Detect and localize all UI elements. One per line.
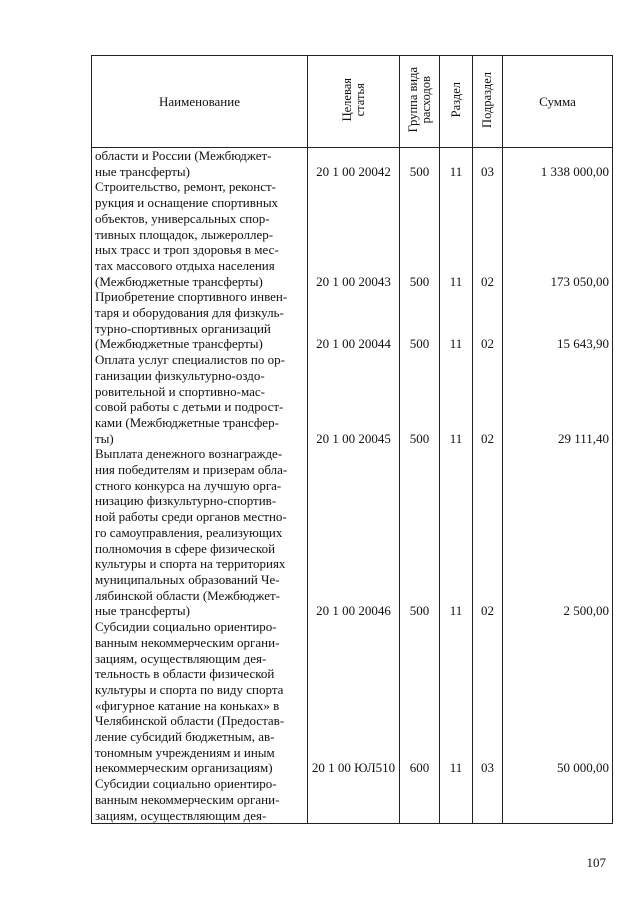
row-name-line: ровительной и спортивно-мас- xyxy=(95,383,265,399)
row-sum xyxy=(503,776,613,824)
row-subsection: 02 xyxy=(473,289,503,352)
row-name-line: ния победителям и призерам обла- xyxy=(95,462,288,478)
row-subsection: 03 xyxy=(473,619,503,776)
row-name-line: «фигурное катание на коньках» в xyxy=(95,697,280,713)
row-name-line: культуры и спорта по виду спорта xyxy=(95,681,284,697)
row-name-line: области и России (Межбюджет- xyxy=(95,148,272,163)
row-expense-group: 500 xyxy=(400,148,440,180)
row-target-article: 20 1 00 20042 xyxy=(308,148,400,180)
row-name-line: ные трансферты) xyxy=(95,603,190,619)
row-name-line: го самоуправления, реализующих xyxy=(95,524,283,540)
row-name-line: Субсидии социально ориентиро- xyxy=(95,619,277,635)
header-section: Раздел xyxy=(440,56,473,148)
table-row xyxy=(92,619,613,776)
row-name-cell xyxy=(92,289,308,352)
row-name-cell xyxy=(92,776,308,824)
row-name-line: некоммерческим организациям) xyxy=(95,760,273,776)
row-subsection: 03 xyxy=(473,148,503,180)
row-name-line: ной работы среди органов местно- xyxy=(95,509,287,525)
header-name: Наименование xyxy=(92,56,308,148)
row-name-line: Строительство, ремонт, реконст- xyxy=(95,179,276,195)
row-subsection: 02 xyxy=(473,446,503,619)
page-number: 107 xyxy=(586,855,606,870)
row-name-line: таря и оборудования для физкуль- xyxy=(95,305,284,321)
row-name-line: Приобретение спортивного инвен- xyxy=(95,289,288,305)
row-section xyxy=(440,776,473,824)
table-row xyxy=(92,179,613,289)
row-name-line: тивных площадок, лыжероллер- xyxy=(95,226,274,242)
header-expense-group: Группа вида расходов xyxy=(400,56,440,148)
row-name-cell xyxy=(92,148,308,180)
row-subsection xyxy=(473,776,503,824)
header-target-article: Целевая статья xyxy=(308,56,400,148)
budget-table xyxy=(91,55,613,824)
row-name-line: ты) xyxy=(95,430,114,446)
header-subsection: Подраздел xyxy=(473,56,503,148)
row-name-line: ванным некоммерческим органи- xyxy=(95,634,280,650)
row-section: 11 xyxy=(440,179,473,289)
row-name-line: лябинской области (Межбюджет- xyxy=(95,587,281,603)
row-expense-group xyxy=(400,776,440,824)
row-name-line: низацию физкультурно-спортив- xyxy=(95,493,277,509)
table-row xyxy=(92,776,613,824)
row-name-line: ванным некоммерческим органи- xyxy=(95,791,280,807)
row-expense-group: 500 xyxy=(400,179,440,289)
row-name-cell xyxy=(92,179,308,289)
row-name-cell xyxy=(92,352,308,446)
table-row xyxy=(92,148,613,180)
row-name-line: ных трасс и троп здоровья в мес- xyxy=(95,242,279,258)
row-target-article: 20 1 00 20046 xyxy=(308,446,400,619)
row-target-article xyxy=(308,776,400,824)
row-name-line: зациям, осуществляющим дея- xyxy=(95,807,267,823)
table-header-row xyxy=(92,56,613,148)
row-target-article: 20 1 00 ЮЛ510 xyxy=(308,619,400,776)
row-target-article: 20 1 00 20043 xyxy=(308,179,400,289)
row-sum: 1 338 000,00 xyxy=(503,148,613,180)
row-name-line: ганизации физкультурно-оздо- xyxy=(95,367,265,383)
row-name-line: тах массового отдыха населения xyxy=(95,257,275,273)
row-sum: 15 643,90 xyxy=(503,289,613,352)
row-name-line: ление субсидий бюджетным, ав- xyxy=(95,729,275,745)
row-name-line: ками (Межбюджетные трансфер- xyxy=(95,414,279,430)
row-name-line: Челябинской области (Предостав- xyxy=(95,713,285,729)
row-name-line: муниципальных образований Че- xyxy=(95,571,280,587)
row-name-line: турно-спортивных организаций xyxy=(95,320,271,336)
row-sum: 173 050,00 xyxy=(503,179,613,289)
row-expense-group: 500 xyxy=(400,352,440,446)
row-name-line: совой работы с детьми и подрост- xyxy=(95,399,284,415)
row-name-line: культуры и спорта на территориях xyxy=(95,556,286,572)
row-section: 11 xyxy=(440,352,473,446)
row-name-cell xyxy=(92,446,308,619)
row-subsection: 02 xyxy=(473,352,503,446)
row-name-line: Оплата услуг специалистов по ор- xyxy=(95,352,285,368)
row-name-line: полномочия в сфере физической xyxy=(95,540,276,556)
row-name-line: тельность в области физической xyxy=(95,666,275,682)
table-row xyxy=(92,446,613,619)
row-name-cell xyxy=(92,619,308,776)
table-row xyxy=(92,352,613,446)
row-name-line: тономным учреждениям и иным xyxy=(95,744,275,760)
row-expense-group: 500 xyxy=(400,446,440,619)
row-name-line: Выплата денежного вознагражде- xyxy=(95,446,283,462)
row-section: 11 xyxy=(440,619,473,776)
row-expense-group: 500 xyxy=(400,289,440,352)
row-name-line: рукция и оснащение спортивных xyxy=(95,195,279,211)
row-name-line: (Межбюджетные трансферты) xyxy=(95,336,263,352)
row-name-line: стного конкурса на лучшую орга- xyxy=(95,477,282,493)
row-expense-group: 600 xyxy=(400,619,440,776)
row-target-article: 20 1 00 20045 xyxy=(308,352,400,446)
row-subsection: 02 xyxy=(473,179,503,289)
table-row xyxy=(92,289,613,352)
header-sum: Сумма xyxy=(503,56,613,148)
row-name-line: зациям, осуществляющим дея- xyxy=(95,650,267,666)
row-name-line: объектов, универсальных спор- xyxy=(95,210,270,226)
row-sum: 2 500,00 xyxy=(503,446,613,619)
row-name-line: (Межбюджетные трансферты) xyxy=(95,273,263,289)
row-sum: 50 000,00 xyxy=(503,619,613,776)
row-target-article: 20 1 00 20044 xyxy=(308,289,400,352)
row-sum: 29 111,40 xyxy=(503,352,613,446)
row-section: 11 xyxy=(440,289,473,352)
row-section: 11 xyxy=(440,148,473,180)
row-section: 11 xyxy=(440,446,473,619)
row-name-line: ные трансферты) xyxy=(95,163,190,179)
row-name-line: Субсидии социально ориентиро- xyxy=(95,776,277,792)
